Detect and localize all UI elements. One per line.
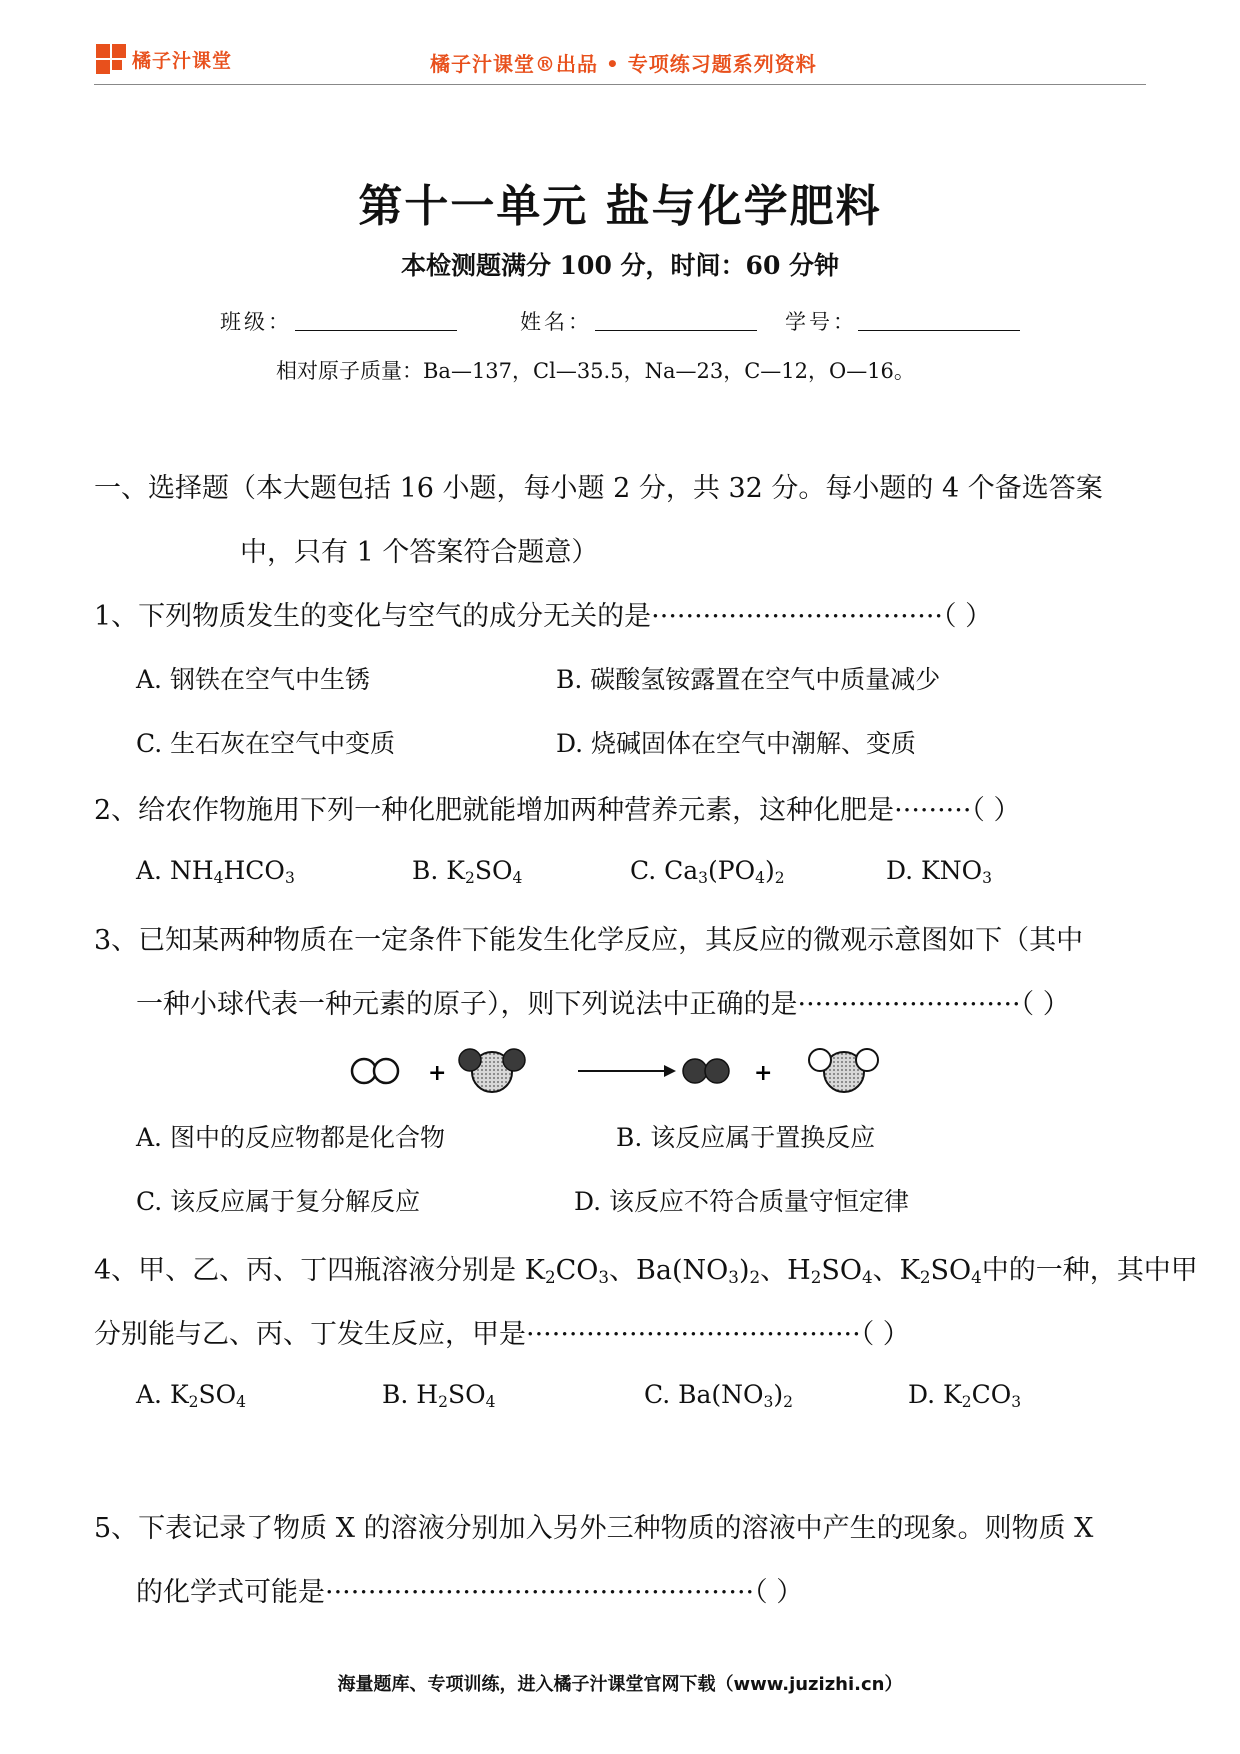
q2-d-sub: 3 [982, 868, 992, 887]
name-blank[interactable] [595, 330, 757, 331]
q4-a-sub: 2 [188, 1392, 199, 1411]
q3-option-c[interactable]: C. 该反应属于复分解反应 [136, 1187, 421, 1216]
q2-option-b[interactable] [412, 856, 522, 887]
id-label: 学号： [785, 310, 857, 334]
q2-c-text: (PO [708, 856, 756, 885]
q2-a-sub: 4 [213, 868, 224, 887]
q4-text: 、K [872, 1255, 920, 1286]
q4-sub: 2 [544, 1267, 556, 1288]
q4-a-sub: 4 [236, 1392, 246, 1411]
q4-sub: 3 [598, 1267, 610, 1288]
q2-option-c[interactable] [630, 856, 785, 887]
plus-sign: + [754, 1060, 773, 1086]
question-2-stem: 2、给农作物施用下列一种化肥就能增加两种营养元素，这种化肥是·········（ ） [94, 795, 1021, 826]
question-5-stem: 5、下表记录了物质 X 的溶液分别加入另外三种物质的溶液中产生的现象。则物质 X [94, 1513, 1094, 1544]
q2-c-sub: 2 [774, 868, 785, 887]
q2-c-text: C. Ca [630, 856, 699, 885]
q2-b-sub: 2 [464, 868, 475, 887]
document-subtitle: 本检测题满分 100 分，时间：60 分钟 [400, 251, 840, 280]
q4-c-sub: 3 [763, 1392, 774, 1411]
q4-sub: 2 [919, 1267, 931, 1288]
document-title: 第十一单元 盐与化学肥料 [358, 181, 882, 232]
q4-text: 、H [760, 1255, 811, 1286]
atomic-mass-note: 相对原子质量：Ba—137，Cl—35.5，Na—23，C—12，O—16。 [276, 359, 915, 383]
q2-option-d[interactable] [886, 856, 992, 887]
q4-text: SO [821, 1255, 862, 1286]
q4-sub: 2 [810, 1267, 822, 1288]
q4-c-text: C. Ba(NO [644, 1380, 764, 1409]
class-label: 班级： [220, 310, 292, 334]
q2-c-text: ) [765, 856, 775, 885]
q3-option-b[interactable]: B. 该反应属于置换反应 [616, 1123, 876, 1152]
q4-text: 4、甲、乙、丙、丁四瓶溶液分别是 K [94, 1255, 545, 1286]
header-divider [94, 84, 1146, 85]
q4-text: ) [738, 1255, 750, 1286]
q4-b-sub: 2 [438, 1392, 448, 1411]
q2-c-sub: 3 [698, 868, 709, 887]
reaction-diagram [340, 1040, 900, 1104]
question-4-stem [94, 1248, 1198, 1287]
q4-option-c[interactable] [644, 1380, 793, 1411]
q1-option-b[interactable]: B. 碳酸氢铵露置在空气中质量减少 [556, 665, 941, 694]
q4-text: SO [930, 1255, 972, 1286]
q1-option-c[interactable]: C. 生石灰在空气中变质 [136, 729, 396, 758]
q3-option-a[interactable]: A. 图中的反应物都是化合物 [136, 1123, 445, 1152]
question-4-stem-cont: 分别能与乙、丙、丁发生反应，甲是·······································（ ） [94, 1319, 910, 1350]
question-1-stem: 1、下列物质发生的变化与空气的成分无关的是··································（ ） [94, 601, 993, 632]
q4-option-b[interactable] [382, 1380, 495, 1411]
reaction-arrow [578, 1065, 676, 1077]
q4-option-d[interactable] [908, 1380, 1021, 1411]
q4-c-text: ) [773, 1380, 784, 1409]
q4-d-sub: 2 [961, 1392, 972, 1411]
header-title: 橘子汁课堂®出品 • 专项练习题系列资料 [430, 52, 817, 76]
q2-a-text: HCO [223, 856, 285, 885]
brand-logo-icon [96, 44, 126, 74]
q2-b-sub: 4 [512, 868, 523, 887]
name-label: 姓名： [520, 310, 592, 334]
q2-option-a[interactable] [136, 856, 295, 887]
q2-b-text: SO [474, 856, 513, 885]
brand-logo-text: 橘子汁课堂 [132, 50, 233, 72]
footer-text: 海量题库、专项训练，进入橘子汁课堂官网下载（www.juzizhi.cn） [337, 1674, 903, 1695]
q4-b-text: B. H [382, 1380, 439, 1409]
q2-d-text: D. KNO [886, 856, 983, 885]
q4-text: 、Ba(NO [609, 1255, 729, 1286]
q4-text: 中的一种，其中甲 [981, 1255, 1198, 1286]
q4-d-text: D. K [908, 1380, 962, 1409]
q4-b-text: SO [447, 1380, 486, 1409]
q4-sub: 4 [861, 1267, 873, 1288]
class-blank[interactable] [295, 330, 457, 331]
question-3-stem-cont: 一种小球代表一种元素的原子），则下列说法中正确的是··························（ ） [136, 989, 1070, 1020]
q4-c-sub: 2 [783, 1392, 794, 1411]
id-blank[interactable] [858, 330, 1020, 331]
product-1-molecule [683, 1059, 729, 1083]
reactant-2-molecule [459, 1049, 525, 1092]
q2-c-sub: 4 [755, 868, 765, 887]
section-heading: 一、选择题（本大题包括 16 小题，每小题 2 分，共 32 分。每小题的 4 个备选答案 [94, 473, 1103, 504]
q4-sub: 2 [749, 1267, 761, 1288]
q1-option-a[interactable]: A. 钢铁在空气中生锈 [136, 665, 370, 694]
q4-text: CO [555, 1255, 599, 1286]
q4-a-text: SO [198, 1380, 237, 1409]
q4-d-sub: 3 [1011, 1392, 1022, 1411]
q4-sub: 3 [728, 1267, 739, 1288]
q4-d-text: CO [971, 1380, 1012, 1409]
reactant-1-molecule [352, 1059, 398, 1083]
q4-b-sub: 4 [485, 1392, 496, 1411]
q2-b-text: B. K [412, 856, 465, 885]
section-heading-cont: 中，只有 1 个答案符合题意） [240, 537, 599, 568]
q1-option-d[interactable]: D. 烧碱固体在空气中潮解、变质 [556, 729, 917, 758]
product-2-molecule [809, 1049, 878, 1092]
q4-sub: 4 [971, 1267, 982, 1288]
q3-option-d[interactable]: D. 该反应不符合质量守恒定律 [574, 1187, 910, 1216]
q4-option-a[interactable] [136, 1380, 246, 1411]
question-5-stem-cont: 的化学式可能是··················································（ ） [136, 1577, 804, 1608]
q2-a-text: A. NH [136, 856, 214, 885]
q4-a-text: A. K [136, 1380, 189, 1409]
plus-sign: + [428, 1060, 447, 1086]
question-3-stem: 3、已知某两种物质在一定条件下能发生化学反应，其反应的微观示意图如下（其中 [94, 925, 1084, 956]
q2-a-sub: 3 [284, 868, 295, 887]
